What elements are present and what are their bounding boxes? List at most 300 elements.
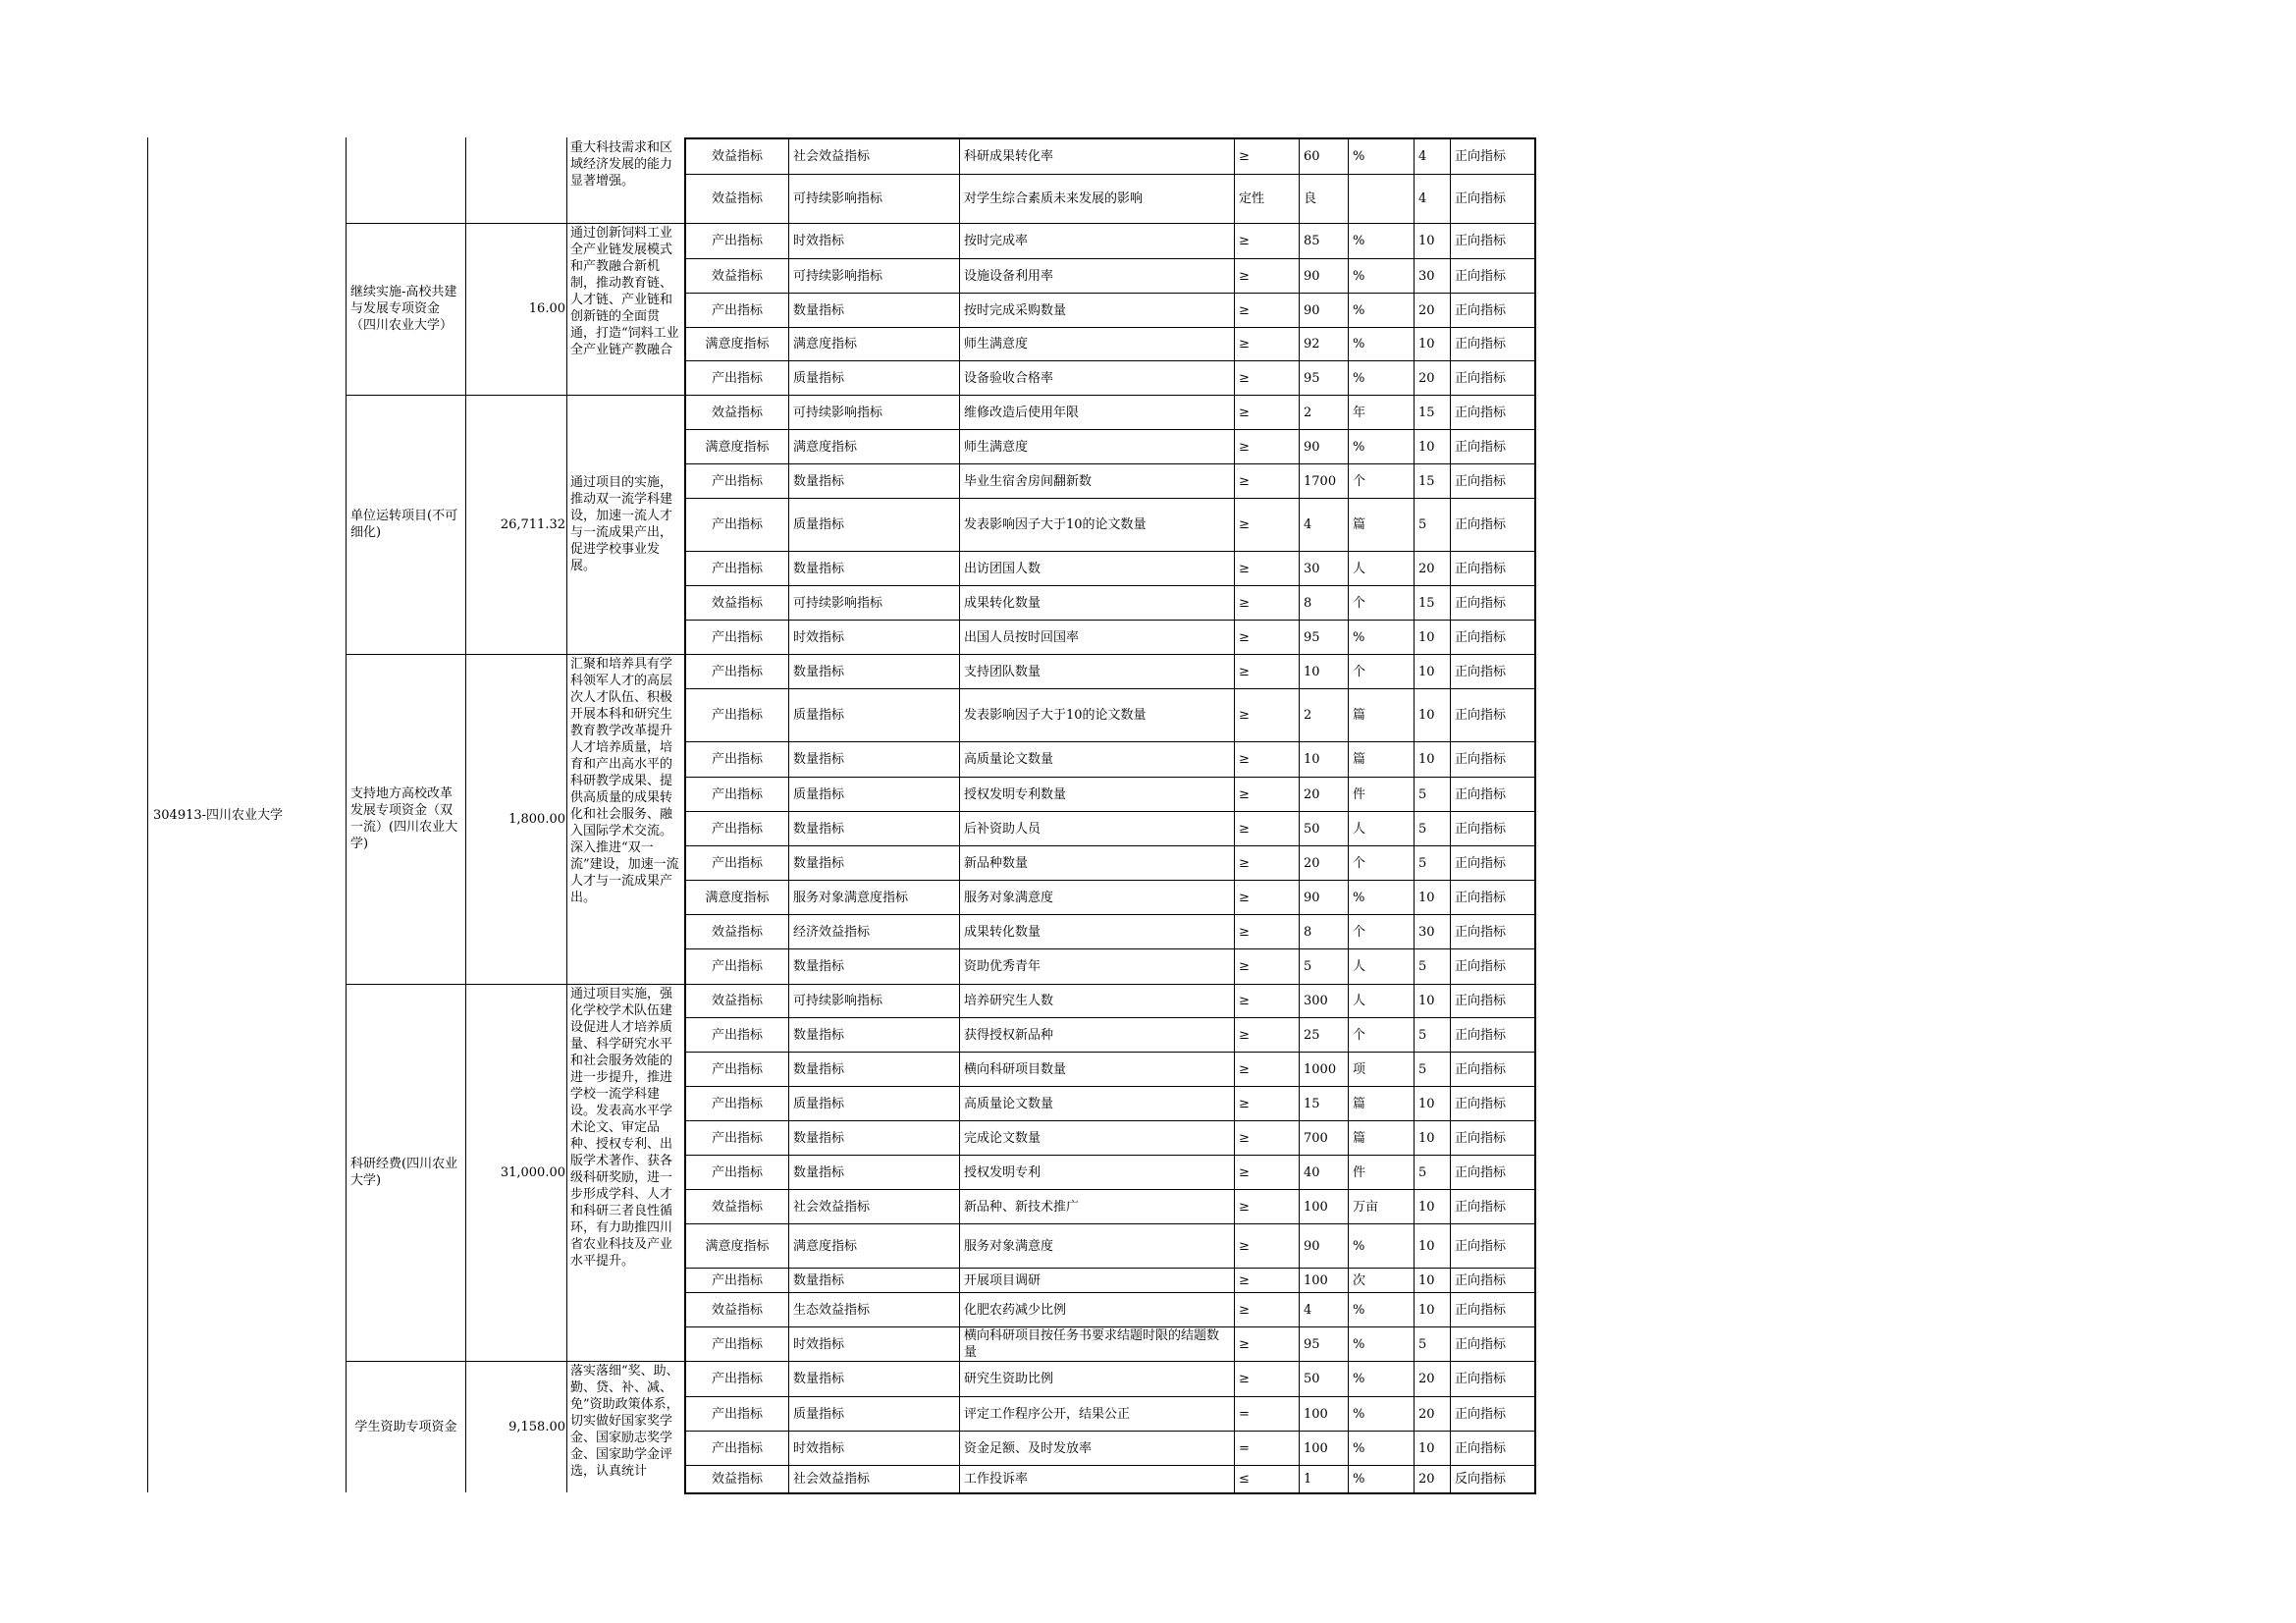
project-name-cell <box>347 395 465 654</box>
target-value-cell-text: 50 <box>1304 1372 1320 1386</box>
operator-cell-text: ≥ <box>1239 517 1250 532</box>
indicator-name-cell-text: 授权发明专利 <box>964 1164 1041 1180</box>
indicator-level2-cell <box>790 259 959 293</box>
project-name-cell-text: 单位运转项目(不可细化) <box>350 509 458 540</box>
indicator-name-cell <box>961 361 1234 395</box>
indicator-level1-cell-text: 满意度指标 <box>705 337 770 352</box>
table-border-col-5 <box>788 137 789 1492</box>
target-value-cell-text: 100 <box>1304 1272 1328 1288</box>
target-value-cell <box>1301 1087 1348 1120</box>
target-value-cell-text: 2 <box>1304 405 1312 420</box>
indicator-level1-cell <box>686 138 788 174</box>
target-value-cell-text: 25 <box>1304 1027 1320 1043</box>
indicator-name-cell-text: 服务对象满意度 <box>964 890 1054 905</box>
measure-unit-cell <box>1350 1362 1414 1396</box>
indicator-level1-cell-text: 效益指标 <box>711 191 763 206</box>
target-value-cell <box>1301 1190 1348 1223</box>
weight-cell <box>1415 430 1450 463</box>
weight-cell <box>1415 915 1450 948</box>
direction-cell-text: 正向指标 <box>1455 1440 1507 1456</box>
operator-cell-text: ≥ <box>1239 473 1250 489</box>
weight-cell-text: 5 <box>1418 1061 1427 1077</box>
operator-cell-text: ≥ <box>1239 786 1250 802</box>
project-amount-cell <box>466 137 566 223</box>
target-value-cell <box>1301 742 1348 777</box>
indicator-level1-cell-text: 产出指标 <box>711 1272 763 1288</box>
weight-cell <box>1415 396 1450 429</box>
measure-unit-cell <box>1350 1466 1414 1492</box>
indicator-name-cell-text: 设备验收合格率 <box>964 370 1054 386</box>
direction-cell-text: 正向指标 <box>1455 595 1507 611</box>
operator-cell <box>1236 224 1299 258</box>
indicator-level1-cell <box>686 328 788 360</box>
weight-cell <box>1415 812 1450 845</box>
indicator-level1-cell-text: 效益指标 <box>711 1302 763 1318</box>
direction-cell-text: 正向指标 <box>1455 924 1507 940</box>
operator-cell <box>1236 499 1299 551</box>
weight-cell-text: 10 <box>1418 1440 1435 1456</box>
indicator-name-cell-text: 资助优秀青年 <box>964 959 1041 974</box>
operator-cell-text: ≥ <box>1239 959 1250 974</box>
indicator-level2-cell <box>790 1362 959 1396</box>
measure-unit-cell-text: % <box>1353 1302 1365 1318</box>
operator-cell <box>1236 586 1299 620</box>
indicator-level2-cell <box>790 812 959 845</box>
project-amount-cell-text: 31,000.00 <box>500 1164 565 1180</box>
indicator-level2-cell-text: 数量指标 <box>793 1272 845 1288</box>
measure-unit-cell <box>1350 361 1414 395</box>
measure-unit-cell-text: 篇 <box>1353 708 1366 723</box>
operator-cell-text: ≥ <box>1239 629 1250 645</box>
indicator-level1-cell-text: 产出指标 <box>711 1164 763 1180</box>
target-value-cell-text: 90 <box>1304 1238 1320 1254</box>
target-value-cell <box>1301 655 1348 688</box>
measure-unit-cell <box>1350 915 1414 948</box>
indicator-level2-cell <box>790 224 959 258</box>
indicator-level1-cell <box>686 294 788 327</box>
target-value-cell-text: 4 <box>1304 1302 1312 1318</box>
measure-unit-cell-text: 个 <box>1353 924 1366 940</box>
indicator-level1-cell-text: 产出指标 <box>711 786 763 802</box>
operator-cell <box>1236 949 1299 984</box>
indicator-level2-cell-text: 数量指标 <box>793 1372 845 1386</box>
weight-cell <box>1415 1053 1450 1086</box>
indicator-level1-cell <box>686 1224 788 1268</box>
indicator-level2-cell <box>790 689 959 741</box>
weight-cell <box>1415 1327 1450 1361</box>
target-value-cell-text: 95 <box>1304 1336 1320 1352</box>
indicator-level2-cell-text: 满意度指标 <box>793 1238 858 1254</box>
target-value-cell-text: 100 <box>1304 1440 1328 1456</box>
direction-cell <box>1452 812 1534 845</box>
measure-unit-cell-text: 人 <box>1353 561 1366 576</box>
indicator-level2-cell-text: 质量指标 <box>793 1406 845 1422</box>
indicator-level2-cell <box>790 430 959 463</box>
weight-cell <box>1415 1362 1450 1396</box>
measure-unit-cell-text: % <box>1353 337 1365 352</box>
weight-cell <box>1415 259 1450 293</box>
measure-unit-cell-text: % <box>1353 302 1365 318</box>
target-value-cell <box>1301 689 1348 741</box>
target-value-cell <box>1301 361 1348 395</box>
operator-cell-text: ≥ <box>1239 1096 1250 1111</box>
indicator-level2-cell-text: 可持续影响指标 <box>793 268 883 284</box>
indicator-level1-cell <box>686 1018 788 1052</box>
indicator-name-cell-text: 发表影响因子大于10的论文数量 <box>964 708 1147 723</box>
indicator-name-cell <box>961 1466 1234 1492</box>
measure-unit-cell <box>1350 812 1414 845</box>
indicator-level2-cell <box>790 1224 959 1268</box>
operator-cell-text: ≥ <box>1239 664 1250 679</box>
indicator-level1-cell-text: 效益指标 <box>711 1472 763 1487</box>
indicator-level2-cell <box>790 294 959 327</box>
project-goal-cell <box>567 984 684 1361</box>
direction-cell <box>1452 1466 1534 1492</box>
operator-cell-text: ≥ <box>1239 890 1250 905</box>
target-value-cell-text: 50 <box>1304 821 1320 837</box>
direction-cell <box>1452 552 1534 585</box>
direction-cell <box>1452 499 1534 551</box>
indicator-level1-cell <box>686 846 788 880</box>
target-value-cell-text: 15 <box>1304 1096 1320 1111</box>
operator-cell-text: ≥ <box>1239 1130 1250 1146</box>
target-value-cell <box>1301 949 1348 984</box>
direction-cell <box>1452 259 1534 293</box>
indicator-name-cell <box>961 224 1234 258</box>
direction-cell-text: 正向指标 <box>1455 370 1507 386</box>
indicator-name-cell-text: 出国人员按时回国率 <box>964 629 1080 645</box>
project-goal-cell-text: 重大科技需求和区域经济发展的能力显著增强。 <box>570 140 673 189</box>
direction-cell <box>1452 1327 1534 1361</box>
indicator-level1-cell <box>686 464 788 498</box>
indicator-name-cell <box>961 742 1234 777</box>
indicator-name-cell <box>961 138 1234 174</box>
project-goal-cell-text: 汇聚和培养具有学科领军人才的高层次人才队伍、积极开展本科和研究生教育教学改革提升人才培养质量，培育和产出高水平的科研教学成果、提供高质量的成果转化和社会服务、融入国际学术交流。深入推进“双一流”建设，加速一流人才与一流成果产出。 <box>570 657 679 905</box>
indicator-level2-cell-text: 社会效益指标 <box>793 1472 871 1487</box>
project-goal-cell <box>567 223 684 395</box>
target-value-cell <box>1301 294 1348 327</box>
table-border-col-7 <box>1234 137 1235 1492</box>
weight-cell-text: 10 <box>1418 1096 1435 1111</box>
direction-cell-text: 正向指标 <box>1455 268 1507 284</box>
indicator-level1-cell-text: 产出指标 <box>711 664 763 679</box>
direction-cell <box>1452 881 1534 914</box>
indicator-name-cell <box>961 586 1234 620</box>
operator-cell-text: ≥ <box>1239 148 1250 164</box>
indicator-name-cell-text: 毕业生宿舍房间翻新数 <box>964 473 1093 489</box>
operator-cell-text: ≥ <box>1239 1372 1250 1386</box>
direction-cell <box>1452 1269 1534 1292</box>
weight-cell <box>1415 1156 1450 1189</box>
indicator-level1-cell-text: 满意度指标 <box>705 890 770 905</box>
indicator-level2-cell-text: 质量指标 <box>793 517 845 532</box>
target-value-cell-text: 92 <box>1304 337 1320 352</box>
operator-cell <box>1236 812 1299 845</box>
indicator-level1-cell-text: 产出指标 <box>711 708 763 723</box>
measure-unit-cell-text: % <box>1353 1472 1365 1487</box>
project-name-cell-text: 支持地方高校改革发展专项资金（双一流）(四川农业大学) <box>350 786 458 851</box>
project-amount-cell-text: 26,711.32 <box>500 516 565 532</box>
indicator-level2-cell <box>790 1053 959 1086</box>
measure-unit-cell <box>1350 1432 1414 1465</box>
target-value-cell-text: 300 <box>1304 994 1328 1008</box>
direction-cell <box>1452 1087 1534 1120</box>
indicator-level2-cell-text: 可持续影响指标 <box>793 405 883 420</box>
target-value-cell <box>1301 586 1348 620</box>
measure-unit-cell-text: % <box>1353 1372 1365 1386</box>
measure-unit-cell-text: 件 <box>1353 1164 1366 1180</box>
direction-cell-text: 正向指标 <box>1455 517 1507 532</box>
project-name-cell <box>347 223 465 395</box>
indicator-level1-cell <box>686 1269 788 1292</box>
weight-cell-text: 10 <box>1418 890 1435 905</box>
direction-cell-text: 正向指标 <box>1455 752 1507 767</box>
measure-unit-cell <box>1350 985 1414 1017</box>
weight-cell <box>1415 985 1450 1017</box>
weight-cell-text: 10 <box>1418 1199 1435 1215</box>
operator-cell <box>1236 175 1299 223</box>
operator-cell <box>1236 1156 1299 1189</box>
measure-unit-cell <box>1350 1018 1414 1052</box>
target-value-cell-text: 95 <box>1304 370 1320 386</box>
indicator-level2-cell-text: 数量指标 <box>793 1164 845 1180</box>
direction-cell <box>1452 1432 1534 1465</box>
indicator-level2-cell-text: 满意度指标 <box>793 439 858 455</box>
indicator-level1-cell-text: 产出指标 <box>711 1406 763 1422</box>
indicator-level2-cell <box>790 1269 959 1292</box>
indicator-level2-cell <box>790 881 959 914</box>
measure-unit-cell <box>1350 1156 1414 1189</box>
weight-cell <box>1415 1269 1450 1292</box>
indicator-level1-cell <box>686 1156 788 1189</box>
indicator-level1-cell-text: 效益指标 <box>711 148 763 164</box>
weight-cell <box>1415 1293 1450 1326</box>
indicator-level2-cell <box>790 586 959 620</box>
measure-unit-cell <box>1350 1087 1414 1120</box>
direction-cell-text: 正向指标 <box>1455 1096 1507 1111</box>
operator-cell-text: ≥ <box>1239 1027 1250 1043</box>
target-value-cell <box>1301 138 1348 174</box>
measure-unit-cell <box>1350 846 1414 880</box>
indicator-name-cell <box>961 328 1234 360</box>
indicator-level2-cell <box>790 985 959 1017</box>
operator-cell-text: ≥ <box>1239 595 1250 611</box>
direction-cell <box>1452 224 1534 258</box>
measure-unit-cell <box>1350 621 1414 654</box>
indicator-level1-cell <box>686 224 788 258</box>
measure-unit-cell-text: 万亩 <box>1353 1199 1379 1215</box>
indicator-level1-cell <box>686 430 788 463</box>
indicator-level2-cell-text: 满意度指标 <box>793 337 858 352</box>
weight-cell-text: 10 <box>1418 664 1435 679</box>
indicator-level1-cell-text: 产出指标 <box>711 1336 763 1352</box>
project-amount-cell-text: 9,158.00 <box>508 1419 565 1434</box>
measure-unit-cell-text: 人 <box>1353 959 1366 974</box>
indicator-level2-cell-text: 数量指标 <box>793 1130 845 1146</box>
indicator-name-cell-text: 按时完成率 <box>964 234 1029 248</box>
target-value-cell <box>1301 1362 1348 1396</box>
indicator-level2-cell-text: 质量指标 <box>793 786 845 802</box>
indicator-name-cell-text: 新品种数量 <box>964 855 1029 871</box>
weight-cell <box>1415 224 1450 258</box>
measure-unit-cell-text: 件 <box>1353 786 1366 802</box>
indicator-name-cell-text: 资金足额、及时发放率 <box>964 1440 1093 1456</box>
target-value-cell-text: 90 <box>1304 439 1320 455</box>
weight-cell <box>1415 1432 1450 1465</box>
measure-unit-cell <box>1350 689 1414 741</box>
project-amount-cell <box>466 984 566 1361</box>
operator-cell-text: ≥ <box>1239 821 1250 837</box>
measure-unit-cell <box>1350 586 1414 620</box>
indicator-name-cell <box>961 1018 1234 1052</box>
target-value-cell-text: 8 <box>1304 595 1312 611</box>
indicator-name-cell <box>961 689 1234 741</box>
indicator-name-cell-text: 横向科研项目数量 <box>964 1061 1067 1077</box>
indicator-name-cell-text: 开展项目调研 <box>964 1272 1041 1288</box>
indicator-name-cell-text: 师生满意度 <box>964 337 1029 352</box>
indicator-level2-cell-text: 数量指标 <box>793 959 845 974</box>
indicator-level1-cell <box>686 175 788 223</box>
target-value-cell-text: 60 <box>1304 148 1320 164</box>
table-border-col-9 <box>1348 137 1349 1492</box>
indicator-level1-cell-text: 产出指标 <box>711 959 763 974</box>
weight-cell-text: 10 <box>1418 994 1435 1008</box>
indicator-level2-cell-text: 数量指标 <box>793 752 845 767</box>
project-goal-cell-text: 通过项目的实施，推动双一流学科建设，加速一流人才与一流成果产出，促进学校事业发展。 <box>570 475 673 573</box>
indicator-name-cell-text: 授权发明专利数量 <box>964 786 1067 802</box>
measure-unit-cell <box>1350 655 1414 688</box>
measure-unit-cell-text: 人 <box>1353 994 1366 1008</box>
indicator-level2-cell-text: 时效指标 <box>793 1336 845 1352</box>
operator-cell <box>1236 1269 1299 1292</box>
direction-cell-text: 正向指标 <box>1455 337 1507 352</box>
weight-cell <box>1415 1466 1450 1492</box>
indicator-name-cell-text: 按时完成采购数量 <box>964 302 1067 318</box>
indicator-level2-cell-text: 数量指标 <box>793 302 845 318</box>
measure-unit-cell-text: % <box>1353 890 1365 905</box>
operator-cell <box>1236 1224 1299 1268</box>
weight-cell-text: 20 <box>1418 370 1435 386</box>
measure-unit-cell <box>1350 175 1414 223</box>
operator-cell-text: ≥ <box>1239 234 1250 248</box>
target-value-cell <box>1301 1397 1348 1431</box>
indicator-name-cell-text: 研究生资助比例 <box>964 1372 1054 1386</box>
weight-cell-text: 15 <box>1418 473 1435 489</box>
operator-cell-text: ≥ <box>1239 924 1250 940</box>
indicator-level1-cell-text: 效益指标 <box>711 595 763 611</box>
indicator-level1-cell-text: 产出指标 <box>711 302 763 318</box>
indicator-level1-cell-text: 产出指标 <box>711 517 763 532</box>
target-value-cell <box>1301 846 1348 880</box>
indicator-name-cell <box>961 1156 1234 1189</box>
indicator-level2-cell-text: 可持续影响指标 <box>793 191 883 206</box>
target-value-cell-text: 700 <box>1304 1130 1328 1146</box>
operator-cell-text: ≥ <box>1239 405 1250 420</box>
weight-cell-text: 5 <box>1418 959 1427 974</box>
target-value-cell <box>1301 1432 1348 1465</box>
operator-cell <box>1236 689 1299 741</box>
target-value-cell-text: 20 <box>1304 855 1320 871</box>
operator-cell <box>1236 1362 1299 1396</box>
measure-unit-cell <box>1350 464 1414 498</box>
target-value-cell <box>1301 1224 1348 1268</box>
operator-cell <box>1236 985 1299 1017</box>
operator-cell <box>1236 915 1299 948</box>
target-value-cell <box>1301 396 1348 429</box>
indicator-name-cell <box>961 1269 1234 1292</box>
target-value-cell-text: 90 <box>1304 268 1320 284</box>
target-value-cell-text: 4 <box>1304 517 1312 532</box>
target-value-cell <box>1301 499 1348 551</box>
weight-cell <box>1415 742 1450 777</box>
operator-cell <box>1236 881 1299 914</box>
direction-cell <box>1452 1362 1534 1396</box>
direction-cell <box>1452 464 1534 498</box>
indicator-level1-cell-text: 产出指标 <box>711 629 763 645</box>
target-value-cell <box>1301 1327 1348 1361</box>
weight-cell-text: 15 <box>1418 595 1435 611</box>
indicator-level1-cell <box>686 499 788 551</box>
direction-cell-text: 正向指标 <box>1455 994 1507 1008</box>
indicator-level1-cell <box>686 1397 788 1431</box>
project-goal-cell-text: 落实落细“奖、助、勤、贷、补、减、免”资助政策体系，切实做好国家奖学金、国家励志奖学金、国家助学金评选，认真统计 <box>570 1364 679 1479</box>
indicator-name-cell-text: 对学生综合素质未来发展的影响 <box>964 191 1144 206</box>
direction-cell-text: 正向指标 <box>1455 1272 1507 1288</box>
operator-cell <box>1236 1432 1299 1465</box>
measure-unit-cell <box>1350 430 1414 463</box>
weight-cell-text: 15 <box>1418 405 1435 420</box>
target-value-cell-text: 100 <box>1304 1406 1328 1422</box>
table-border-left <box>147 137 148 1492</box>
indicator-level2-cell <box>790 778 959 811</box>
target-value-cell <box>1301 881 1348 914</box>
direction-cell-text: 正向指标 <box>1455 629 1507 645</box>
operator-cell <box>1236 1053 1299 1086</box>
indicator-level1-cell-text: 效益指标 <box>711 268 763 284</box>
direction-cell <box>1452 1190 1534 1223</box>
direction-cell <box>1452 742 1534 777</box>
direction-cell <box>1452 689 1534 741</box>
indicator-level1-cell <box>686 881 788 914</box>
operator-cell-text: ≥ <box>1239 561 1250 576</box>
indicator-level2-cell <box>790 1190 959 1223</box>
measure-unit-cell-text: % <box>1353 1336 1365 1352</box>
indicator-level1-cell-text: 产出指标 <box>711 752 763 767</box>
indicator-level2-cell-text: 经济效益指标 <box>793 924 871 940</box>
measure-unit-cell <box>1350 499 1414 551</box>
target-value-cell-text: 10 <box>1304 664 1320 679</box>
direction-cell <box>1452 175 1534 223</box>
indicator-level1-cell-text: 产出指标 <box>711 855 763 871</box>
indicator-level2-cell <box>790 915 959 948</box>
measure-unit-cell-text: % <box>1353 629 1365 645</box>
weight-cell-text: 10 <box>1418 708 1435 723</box>
weight-cell-text: 10 <box>1418 1130 1435 1146</box>
direction-cell-text: 正向指标 <box>1455 1061 1507 1077</box>
indicator-name-cell-text: 后补资助人员 <box>964 821 1041 837</box>
project-name-cell-text: 科研经费(四川农业大学) <box>350 1157 458 1188</box>
weight-cell <box>1415 881 1450 914</box>
indicator-name-cell <box>961 430 1234 463</box>
weight-cell-text: 4 <box>1418 191 1427 206</box>
indicator-level1-cell-text: 效益指标 <box>711 1199 763 1215</box>
indicator-level2-cell <box>790 138 959 174</box>
operator-cell-text: 定性 <box>1239 191 1265 206</box>
indicator-level2-cell-text: 时效指标 <box>793 234 845 248</box>
project-name-cell-text: 学生资助专项资金 <box>354 1419 457 1434</box>
project-goal-cell <box>567 137 684 223</box>
weight-cell <box>1415 586 1450 620</box>
